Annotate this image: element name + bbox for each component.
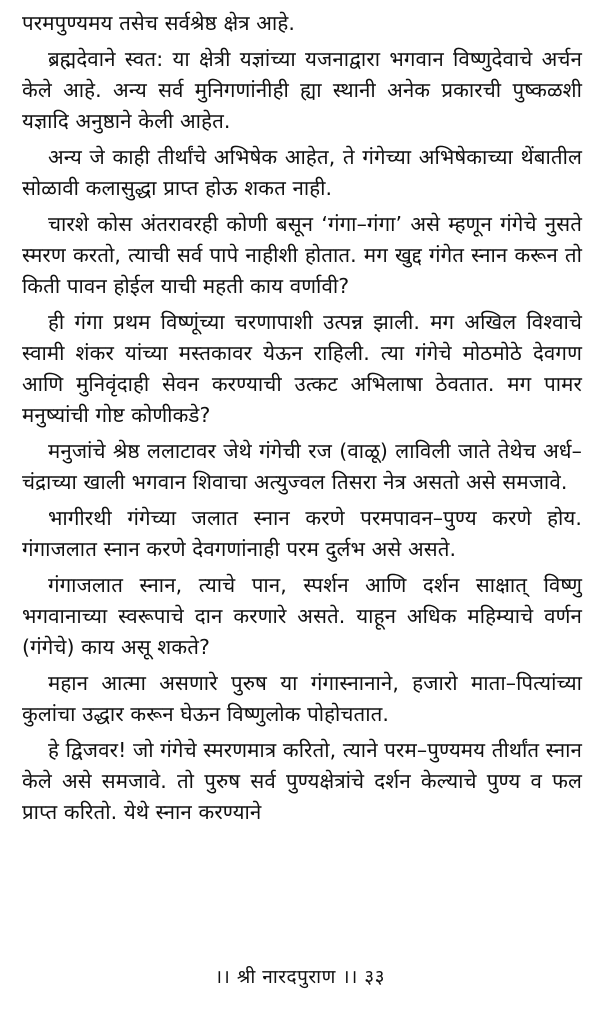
paragraph: परमपुण्यमय तसेच सर्वश्रेष्ठ क्षेत्र आहे. bbox=[22, 11, 295, 35]
paragraph: मनुजांचे श्रेष्ठ ललाटावर जेथे गंगेची रज (वाळू) लाविली जाते तेथेच अर्ध–चंद्राच्या खाली भगवान शिवाचा अत्युज्वल तिसरा नेत्र असतो असे समजावे. bbox=[22, 439, 582, 494]
paragraph: हे द्विजवर! जो गंगेचे स्मरणमात्र करितो, त्याने परम–पुण्यमय तीर्थांत स्नान केले असे समजावे. तो पुरुष सर्व पुण्यक्षेत्रांचे दर्शन केल्याचे पुण्य व फल प्राप्त करितो. येथे स्नान करण्याने bbox=[22, 738, 582, 824]
paragraph: भागीरथी गंगेच्या जलात स्नान करणे परमपावन–पुण्य करणे होय. गंगाजलात स्नान करणे देवगणांनाही परम दुर्लभ असे असते. bbox=[22, 506, 582, 561]
page-footer: ।। श्री नारदपुराण ।। ३३ bbox=[214, 966, 386, 988]
page-text bbox=[22, 8, 582, 828]
paragraph: चारशे कोस अंतरावरही कोणी बसून ‘गंगा–गंगा’ असे म्हणून गंगेचे नुसते स्मरण करतो, त्याची सर्व पापे नाहीशी होतात. मग खुद्द गंगेत स्नान करून तो किती पावन होईल याची महती काय वर्णावी? bbox=[22, 212, 582, 298]
paragraph: गंगाजलात स्नान, त्याचे पान, स्पर्शन आणि दर्शन साक्षात् विष्णु भगवानाच्या स्वरूपाचे दान करणारे असते. याहून अधिक महिम्याचे वर्णन (गंगेचे) काय असू शकते? bbox=[22, 573, 582, 659]
paragraph: अन्य जे काही तीर्थांचे अभिषेक आहेत, ते गंगेच्या अभिषेकाच्या थेंबातील सोळावी कलासुद्धा प्राप्त होऊ शकत नाही. bbox=[22, 145, 582, 200]
paragraph: महान आत्मा असणारे पुरुष या गंगास्नानाने, हजारो माता–पित्यांच्या कुलांचा उद्धार करून घेऊन विष्णुलोक पोहोचतात. bbox=[22, 671, 582, 726]
paragraph: ही गंगा प्रथम विष्णूंच्या चरणापाशी उत्पन्न झाली. मग अखिल विश्वाचे स्वामी शंकर यांच्या मस्तकावर येऊन राहिली. त्या गंगेचे मोठमोठे देवगण आणि मुनिवृंदाही सेवन करण्याची उत्कट अभिलाषा ठेवतात. मग पामर मनुष्यांची गोष्ट कोणीकडे? bbox=[22, 310, 582, 427]
paragraph: ब्रह्मदेवाने स्वत: या क्षेत्री यज्ञांच्या यजनाद्वारा भगवान विष्णुदेवाचे अर्चन केले आहे. अन्य सर्व मुनिगणांनीही ह्या स्थानी अनेक प्रकारची पुष्कळशी यज्ञादि अनुष्ठाने केली आहेत. bbox=[22, 47, 582, 133]
